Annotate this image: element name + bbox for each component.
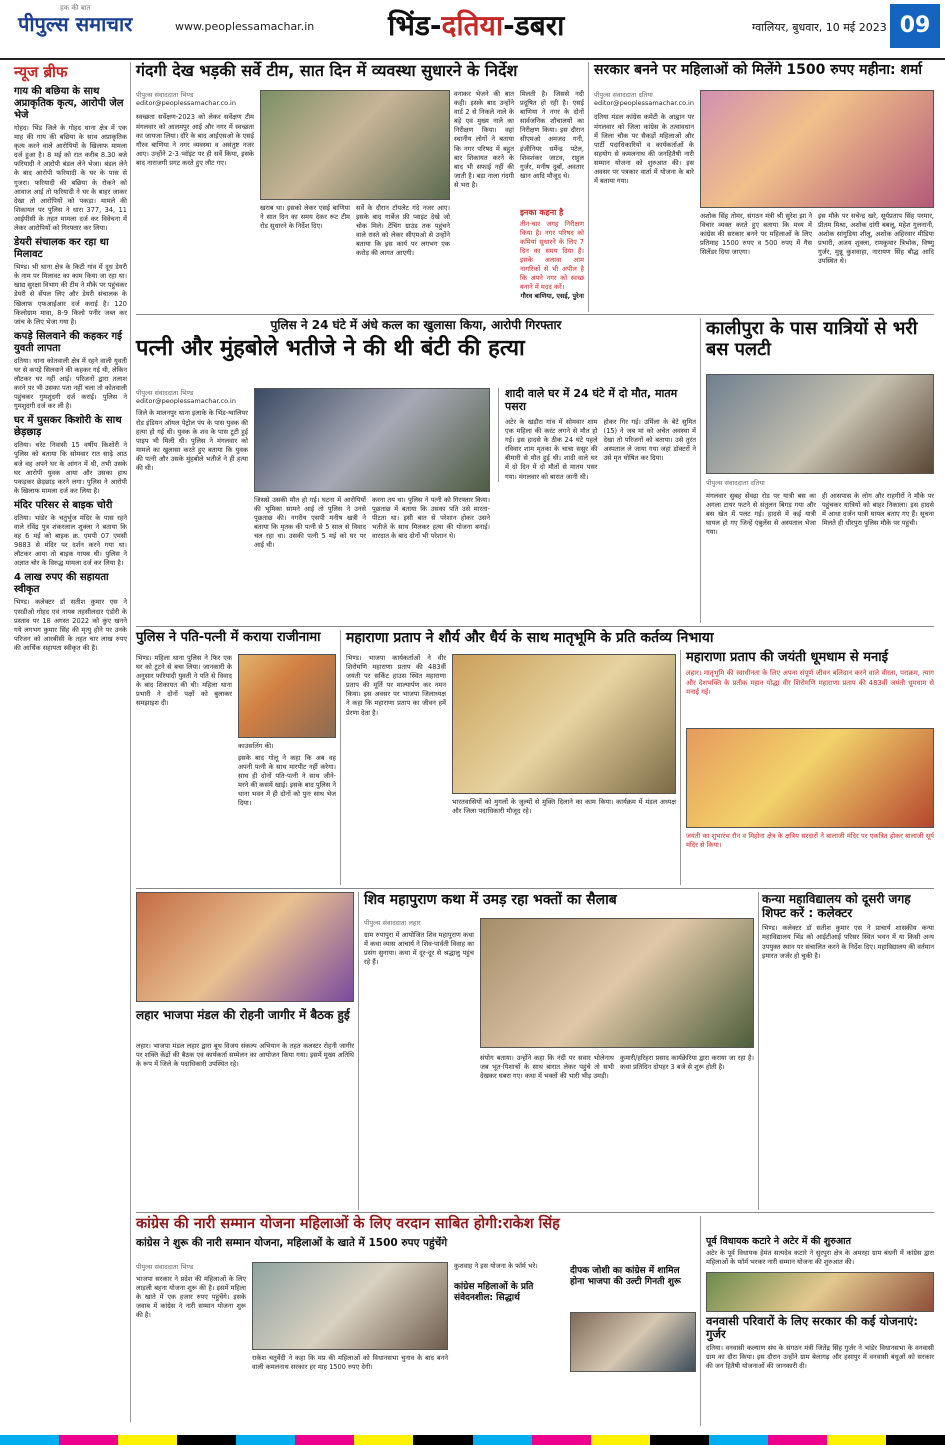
byline: पीपुल्स संवाददाता भिण्ड [136, 91, 194, 99]
wedding-death-headline: शादी वाले घर में 24 घंटे में दो मौत, मातम पसरा [505, 387, 678, 413]
tribal-body: दतिया। वनवासी कल्याण संघ के संगठन मंत्री जितेंद्र सिंह गुर्जर ने भांडेर विधानसभा के वनवासी ग्राम का दौरा किया। इस दौरान उन्होंने ग्राम बेलागढ़ और हसापुर में वनवासी बंधुओं को सरकार की जन हितैषी योजनाओं की जानकारी दी। [706, 1343, 934, 1370]
wedding-death-col2: होकर गिर गई। उर्मिला के बेटे सुमित (15) ने जब मां को अचेत अवस्था में देखा तो परिजनों को बताया। उसे तुरंत अस्पताल ले जाया गया जहां डॉक्टरों ने उसे मृत घोषित कर दिया। [603, 417, 696, 463]
congress-sub-headline: कांग्रेस ने शुरू की नारी सम्मान योजना, महिलाओं के खाते में 1500 रुपए पहुंचेंगे [136, 1237, 448, 1250]
cleanliness-col4: मिलती है। जिससे नदी प्रदूषित हो रही है। एसई बाणिया ने नगर के दोनों सार्वजनिक शौचालयों का निरीक्षण किया। इस दौरान सीएमओ अमजद गनी, इंजीनियर धर्मेन्द्र पटेल, शिवशंकर जाटव, राहुल गुर्जर, मनीष दुबाँ, अवतार खान आदि मौजूद थे। [520, 90, 584, 180]
murder-col1: जिले के मालनपुर थाना इलाके के भिंड-ग्वालियर रोड इंडियन ऑयल पेट्रोल पंप के पास युवक की हत्या हो गई थी। युवक के शव के पास टूटी हुई पाइप भी मिली थी। पुलिस ने मंगलवार को मामले का खुलासा करते हुए बताया कि युवक की पत्नी और उसके मुंहबोले भतीजे ने ही हत्या की थी। [136, 409, 248, 472]
jayanti-photo [686, 728, 934, 828]
marriage-caption: काउंसलिंग की। [238, 742, 274, 750]
bjp-meeting-headline: लहार भाजपा मंडल की रोहनी जागीर में बैठक हुई [136, 1008, 350, 1022]
shiv-col3: कुमारी/हरिहरा प्रसाद कार्यक्रेरिया द्वारा कराया जा रहा है। कथा प्रतिदिन दोपहर 3 बजे से शुरू होती है। [620, 1054, 754, 1072]
women-scheme-photo [700, 90, 934, 208]
brief-headline: कपड़े सिलवाने की कहकर गई युवती लापता [14, 330, 123, 354]
callout-sign: गौरव बाणिया, एसई, पुरेना [520, 292, 584, 301]
murder-kicker: पुलिस ने 24 घंटे में अंधे कत्ल का खुलासा किया, आरोपी गिरफ्तार [270, 318, 562, 332]
couple-photo [238, 654, 336, 738]
marriage-story [136, 630, 336, 885]
shiv-headline: शिव महापुराण कथा में उमड़ रहा भक्तों का सैलाब [364, 892, 617, 908]
congress-story [136, 1216, 696, 1426]
brief-body: दतिया। थरेट निवासी 15 वर्षीय किशोरी ने पुलिस को बताया कि सोमवार रात साढ़े आठ बजे वह अपने घर के आंगन में थी, तभी उसके घर आरोपी युवक आया और उसका हाथ पकड़कर छेड़छाड़ करने लगा। पुलिस ने आरोपी के खिलाफ मामला दर्ज कर लिया है। [14, 441, 127, 495]
congress-sub3-headline: कांग्रेस महिलाओं के प्रति संवेदनशील: सिद्धार्थ [454, 1282, 534, 1303]
ater-photo [570, 1312, 696, 1372]
brief-headline: डेयरी संचालक कर रहा था मिलावट [14, 237, 109, 261]
jayanti-body: लहार। मातृभूमि की स्वाधीनता के लिए अपना संपूर्ण जीवन बलिदान करने वाले वीरता, पराक्रम, त्याग और देशभक्ति के प्रतीक महान योद्धा वीर शिरोमणि महाराणा प्रताप की 483वीं जयंती धूमधाम से मनाई गई। [686, 669, 934, 697]
byline: पीपुल्स संवाददाता लहार [364, 919, 421, 927]
edition-part-1: भिंड- [388, 9, 442, 42]
dateline: ग्वालियर, बुधवार, 10 मई 2023 [752, 21, 887, 34]
ater-body: अटेर के पूर्व विधायक हेमंत सत्यदेव कटारे ने सुरपुरा क्षेत्र के अमरहा ग्राम बंधनी में कांग्रेस द्वारा महिलाओं के फॉर्म भरकर नारी सम्मान योजना की शुरुआत की। [706, 1249, 934, 1267]
page-number: 09 [890, 4, 940, 48]
women-scheme-col3: इस मौके पर सचेन्द्र खरे, सूर्यप्रताप सिंह परमार, प्रीतम मिश्रा, अशोक दांगी बबलू, महेश गुलनानी, अशोक सांगुडिया शीलू, अशोक अहिरवार मीडिया प्रभारी, अजय शुक्ला, रामकुमार त्रिभोक, विष्णु गुर्जर, मुन्नू कुशवाहा, नारायण सिंह बौद्ध आदि उपस्थित थे। [818, 212, 934, 266]
bjp-meeting-story [136, 892, 354, 1210]
murder-headline: पत्नी और मुंहबोले भतीजे ने की थी बंटी की हत्या [136, 336, 525, 362]
bjp-meeting-photo [136, 892, 354, 1002]
brief-body: गोहद। भिंड जिले के गोहद थाना क्षेत्र में एक माह की गाय की बछिया के साथ अप्राकृतिक कृत्य करने वाले आरोपियों के खिलाफ मामला दर्ज हुआ है। 8 मई को रात करीब 8.30 बजे फरियादी ने आरोपी बंडल लेने भेजा। बंडल लेने के बाद आरोपी फरियादी के घर के पास से गुजरा। फरियादी की बछिया के रोकने को आवाज आई तो फरियादी ने घर के बाहर जाकर देखा तो आरोपियों को पकड़ा। मामले की शिकायत पर पुलिस ने धारा 377, 34, 11 आईपीसी के तहत मामला दर्ज कर विवेचना में लेकर आरोपियों को गिरफ्तार कर लिया। [14, 124, 127, 233]
women-scheme-story [594, 62, 934, 312]
right-bottom-column [706, 1232, 934, 1426]
cleanliness-caption: खराब था। इसको लेकर एसई बाणिया ने सात दिन का समय देकर रूट टीम रोड सुधारने के निर्देश दिए। [260, 204, 350, 231]
shiv-col1: ग्राम रुपापुरा में आयोजित शिव महापुराण कथा में कथा व्यास आचार्य ने शिव-पार्वती विवाह का प्रसंग सुनाया। कथा में दूर-दूर से श्रद्धालु पहुंच रहे हैं। [364, 931, 474, 967]
women-scheme-col1: दतिया मंडल कांग्रेस कमेटी के आह्वान पर मंगलवार को जिला कांग्रेस के तत्वावधान में जिला चौक पर सैकड़ों महिलाओं और पार्टी पदाधिकारियों व कार्यकर्ताओं के सहयोग से कमलनाथ की जनहितैषी नारी सम्मान योजना को शुरुआत की। इस अवसर पर पत्रकार वार्ता में योजना के बारे में बताया गया। [594, 113, 694, 186]
email: editor@peoplessamachar.co.in [136, 397, 236, 405]
email: editor@peoplessamachar.co.in [136, 99, 236, 107]
murder-col3: करना तय था। पुलिस ने पत्नी को गिरफ्तार किया। पूछताछ में बताया कि उसका पति उसे मारता-पीटता था। इसी बात से परेशान होकर उसने भतीजे के साथ मिलकर हत्या की योजना बनाई। वारदात के बाद दोनों भी परेशान थे। [372, 496, 490, 541]
news-brief-column [14, 62, 127, 1422]
survey-photo [260, 90, 450, 200]
congress-photo [252, 1262, 448, 1350]
cleanliness-story [136, 62, 584, 312]
print-color-bar [0, 1435, 945, 1445]
byline: पीपुल्स संवाददाता दतिया [706, 479, 765, 487]
wedding-death-box [498, 388, 696, 482]
brief-headline: गाय की बछिया के साथ अप्राकृतिक कृत्य, आरोपी जेल भेजे [14, 86, 124, 121]
murder-story [136, 318, 696, 623]
murder-col2: जिससे उसकी मौत हो गई। घटना में आरोपियों की भूमिका सामने आई तो पुलिस ने उनसे पूछताछ की। नगरीय एसपी मनीष खत्री ने बताया कि मृतक की पत्नी से 5 साल से विवाद चल रहा था। उसकी पत्नी 5 मई को घर पर आई थी। [254, 496, 366, 550]
shiv-col2: संयोग बताया। उन्होंने कहा कि नंदी पर सवार भोलेनाथ जब भूत-पिशाचों के साथ बारात लेकर पहुंचे तो सभी देखकर घबरा गए। कथा में भक्तों की भारी भीड़ उमड़ी। [480, 1054, 614, 1081]
bus-accident-photo [706, 374, 934, 474]
jayanti-caption: जयंती का शुभारंभ रौन व मिहोना क्षेत्र के क्षत्रिय सरदारों ने बालाजी मंदिर पर एकत्रित होकर बालाजी सूर्य मंदिर से किया। [686, 832, 934, 850]
tribal-headline: वनवासी परिवारों के लिए सरकार की कई योजनाएं: गुर्जर [706, 1313, 918, 1342]
women-scheme-headline: सरकार बनने पर महिलाओं को मिलेंगे 1500 रुपए महीना: शर्मा [594, 62, 922, 78]
congress-headline: कांग्रेस की नारी सम्मान योजना महिलाओं के लिए वरदान साबित होगी:राकेश सिंह [136, 1216, 560, 1232]
congress-col2: राकेश चतुर्वेदी ने कहा कि मप्र की महिलाओं को विधानसभा चुनाव के बाद बनने वाली कमलनाथ सरकार हर माह 1500 रुपए देगी। [252, 1354, 448, 1372]
news-brief-title: न्यूज ब्रीफ [14, 63, 68, 81]
marriage-col2: इसके बाद गोलू ने कहा कि अब वह अपनी पत्नी के साथ मारपीट नहीं करेगा। साथ ही दोनों पति-पत्नी ने साथ जीने-मरने की कसमें खाई। इसके बाद पुलिस ने थाना भवन में ही दोनों को पुनः साथ भेज दिया। [238, 754, 336, 808]
brief-headline: 4 लाख रुपए की सहायता स्वीकृत [14, 572, 109, 596]
pratap-story [346, 630, 714, 885]
byline: पीपुल्स संवाददाता भिण्ड [136, 1263, 194, 1271]
masthead [0, 0, 945, 60]
cleanliness-headline: गंदगी देख भड़की सर्वे टीम, सात दिन में व्यवस्था सुधारने के निर्देश [136, 61, 518, 80]
congress-col1: भाजपा सरकार ने प्रदेश की महिलाओं के लिए लाड़ली बहना योजना शुरू की है। इसमें महिला के खाते में एक हजार रुपए पहुंचेंगे। इसके जवाब में कांग्रेस ने नारी सम्मान योजना शुरू की है। [136, 1275, 246, 1320]
byline: पीपुल्स संवाददाता भिण्ड [136, 389, 194, 397]
pratap-caption: भारतवासियों को मुगलों के जुल्मों से मुक्ति दिलाने का काम किया। कार्यक्रम में मंडल अध्यक्ष और जिला पदाधिकारी मौजूद रहे। [452, 798, 676, 816]
cleanliness-col3: वनाकर भेजने की बात कही। इसके बाद उन्होंने वार्ड 2 से निकले नाले के बड़े एवं मुख्य नाले का निरीक्षण किया। वहां स्थानीय लोगों ने बताया कि नगर परिषद में बहुत बार शिकायत करने के बाद भी सफाई नहीं की जाती है। बड़ा नाला गंदगी से भरा है। [454, 90, 514, 189]
bus-story [706, 318, 934, 623]
shiv-story [364, 892, 754, 1210]
edition-title [388, 6, 564, 44]
email: editor@peoplessamachar.co.in [594, 99, 694, 107]
police-press-photo [254, 388, 490, 492]
pratap-statue-photo [452, 654, 676, 794]
pratap-headline: महाराणा प्रताप ने शौर्य और धैर्य के साथ मातृभूमि के प्रति कर्तव्य निभाया [346, 630, 714, 646]
logo-tagline: हक की बात [60, 4, 91, 12]
college-story [762, 892, 934, 1210]
brief-body: दतिया। भांडेर के चतुर्भुज मंदिर के पास रहने वाले रविंद्र पुत्र शंकरलाल शुक्ला ने बताया कि वह 6 मई को बाइक क्र. एमपी 07 एमसी 9883 से मंदिर पर दर्शन करने गया था। लौटकर आया तो बाइक गायब थी। पुलिस ने अज्ञात चोर के विरुद्ध मामला दर्ज कर लिया है। [14, 513, 127, 568]
brief-headline: घर में घुसकर किशोरी के साथ छेड़छाड़ [14, 415, 122, 439]
katha-photo [480, 918, 754, 1048]
college-body: भिण्ड। कलेक्टर डॉ सतीश कुमार एस ने प्राचार्य शासकीय कन्या महाविद्यालय भिंड को आईटीआई परिसर स्थित भवन में या किसी अन्य उपयुक्त स्थान पर संचालित करने के निर्देश दिए। महाविद्यालय की वर्तमान इमारत जर्जर हो चुकी है। [762, 924, 934, 960]
newspaper-logo: पीपुल्स समाचार [18, 12, 133, 36]
bus-col1: मंगलवार सुबह सेंवढ़ा रोड पर यात्री बस का अगला टायर फटने से संतुलन बिगड़ गया और बस खेत में पलट गई। हादसे में कई यात्री घायल हो गए जिन्हें एंबुलेंस से अस्पताल भेजा गया। [706, 492, 816, 537]
bjp-meeting-body: लहार। भाजपा मंडल लहार द्वारा बूथ विजय संकल्प अभियान के तहत कलस्टर रोहनी जागीर पर शक्ति केंद्रों की बैठक एवं कार्यकर्ता सम्मेलन का आयोजन किया गया। इसमें मुख्य अतिथि के रूप में जिले के पदाधिकारी उपस्थित रहे। [136, 1042, 354, 1069]
college-headline: कन्या महाविद्यालय को दूसरी जगह शिफ्ट करें : कलेक्टर [762, 892, 911, 921]
women-scheme-caption: अशोक सिंह तोमर, संगठन मंत्री श्री सुरेश झा ने विचार व्यक्त करते हुए बताया कि मध्य में कांग्रेस की सरकार बनने पर महिलाओं के लिए प्रतिमाह 1500 रुपए व 500 रुपए में गैस सिलेंडर दिया जाएगा। [700, 212, 812, 257]
edition-part-2: दतिया [441, 9, 504, 42]
bus-col2: ही आसपास के लोग और राहगीरों ने मौके पर पहुंचकर यात्रियों को बाहर निकाला। इस हादसे में आधा दर्जन यात्री घायल बताए गए हैं। सूचना मिलते ही धीरपुरा पुलिस मौके पर पहुंची। [822, 492, 934, 528]
brief-body: दतिया। थाना कोतवाली क्षेत्र में रहने वाली युवती घर से कपड़े सिलवाने की कहकर गई थी, लेकिन लौटकर घर नहीं आई। परिजनों द्वारा तलाश करने पर भी उसका पता नहीं चला तो कोतवाली पहुंचकर गुमशुदगी दर्ज कराई। पुलिस ने गुमशुदगी दर्ज कर ली है। [14, 356, 127, 411]
brief-headline: मंदिर परिसर से बाइक चोरी [14, 499, 113, 511]
pratap-col1: भिण्ड। भाजपा कार्यकर्ताओं ने वीर शिरोमणि महाराणा प्रताप की 483वीं जयंती पर सर्किट हाउस स्थित महाराणा प्रताप की मूर्ति पर माल्यार्पण कर नमन किया। इस अवसर पर भाजपा जिलाध्यक्ष ने कहा कि महाराणा प्रताप का जीवन हमें प्रेरणा देता है। [346, 654, 446, 717]
callout-box [520, 204, 584, 301]
callout-title: इनका कहना है [520, 208, 564, 217]
ater-headline: पूर्व विधायक कटारे ने अटेर में की शुरुआत [706, 1236, 852, 1247]
jayanti-headline: महाराणा प्रताप की जयंती धूमधाम से मनाई [686, 650, 888, 665]
site-url[interactable]: www.peoplessamachar.in [175, 20, 315, 33]
callout-body: तीन-चार जगह निरीक्षण किया है। नगर परिषद को कमियां सुधारने के लिए 7 दिन का समय दिया है। इसके अलावा आम नागरिकों से भी अपील है कि अपने नगर को स्वच्छ बनाने में मदद करें। [520, 219, 584, 292]
jayanti-story [686, 650, 934, 885]
wedding-death-body: अटेर के खड़ौरा गांव में सोमवार शाम एक महिला की करंट लगने से मौत हो गई। इस हादसे के ठीक 24 घंटे पहले रविवार शाम मृतका के चाचा ससुर की बीमारी से मौत हुई थी। शादी वाले घर में दो दिन में दो मौतों से मातम पसर गया। मंगलवार को बारात जानी थी। [505, 417, 598, 481]
congress-col3: कुशवाह ने इस योजना के फॉर्म भरे। [454, 1262, 538, 1270]
marriage-col1: भिण्ड। महिला थाना पुलिस ने फिर एक घर को टूटने से बचा लिया। जानकारी के अनुसार फरियादी युवती ने पति से विवाद के बाद शिकायत की थी। महिला थाना प्रभारी ने दोनों पक्षों को बुलाकर समझाइश दी। [136, 654, 232, 708]
brief-body: भिण्ड। भी थाना क्षेत्र के किटी गांव में दूध डेयरी के नाम पर मिलावट का काम किया जा रहा था। खाद्य सुरक्षा विभाग की टीम ने मौके पर पहुंचकर डेयरी से सेंपल लिए और डेयरी संचालक के खिलाफ एफआईआर दर्ज कराई है। 120 किलोग्राम मावा, 8-9 किलो पनीर जब्त कर जांच के लिए भेजा गया है। [14, 263, 127, 326]
byline: पीपुल्स संवाददाता दतिया [594, 91, 653, 99]
tribal-photo [706, 1272, 934, 1312]
news-brief-list [14, 86, 127, 653]
cleanliness-col1: स्वच्छता सर्वेक्षण-2023 को लेकर सर्वेक्षण टीम मंगलवार को आलमपुर आई और नगर में स्वच्छता का जायजा लिया। दौरे के बाद आईएसओ के एसई गौरव बाणिया ने नगर व्यवस्था व असंतुष्ट नजर आए। उन्होंने 2-3 प्वॉइंट पर ही सर्वे किया, इसके बाद नाराजगी प्रगट करते हुए लौट गए। [136, 113, 254, 167]
marriage-headline: पुलिस ने पति-पत्नी में कराया राजीनामा [136, 630, 321, 645]
congress-sub2-headline: दीपक जोशी का कांग्रेस में शामिल होना भाजपा की उल्टी गिनती शुरू [570, 1266, 681, 1287]
bus-headline: कालीपुरा के पास यात्रियों से भरी बस पलटी [706, 318, 918, 361]
brief-body: भिण्ड। कलेक्टर डॉ सतीश कुमार एस ने एसडीओ गोहद एवं नायब तहसीलदार एंडोरी के प्रस्ताव पर 18 अगस्त 2022 को कुंए खनने गये लगभग कुमार सिंह की मृत्यु होने पर उनके परिजन को आरबीसी के तहत चार लाख रुपए की आर्थिक सहायता स्वीकृत की है। [14, 598, 127, 652]
cleanliness-col2: सर्वे के दौरान टॉयलेट गंदे नजर आए। इसके बाद गार्बेज फ्री प्वाइंट देखे जो चोक मिले। टेंचिंग ग्राउंड तक पहुंचने वाले रास्ते को लेकर सीएमओ से उन्होंने बताया कि इस कार्य पर लगभग एक करोड़ की लागत आएगी। [356, 204, 450, 258]
edition-part-3: -डबरा [503, 9, 565, 42]
